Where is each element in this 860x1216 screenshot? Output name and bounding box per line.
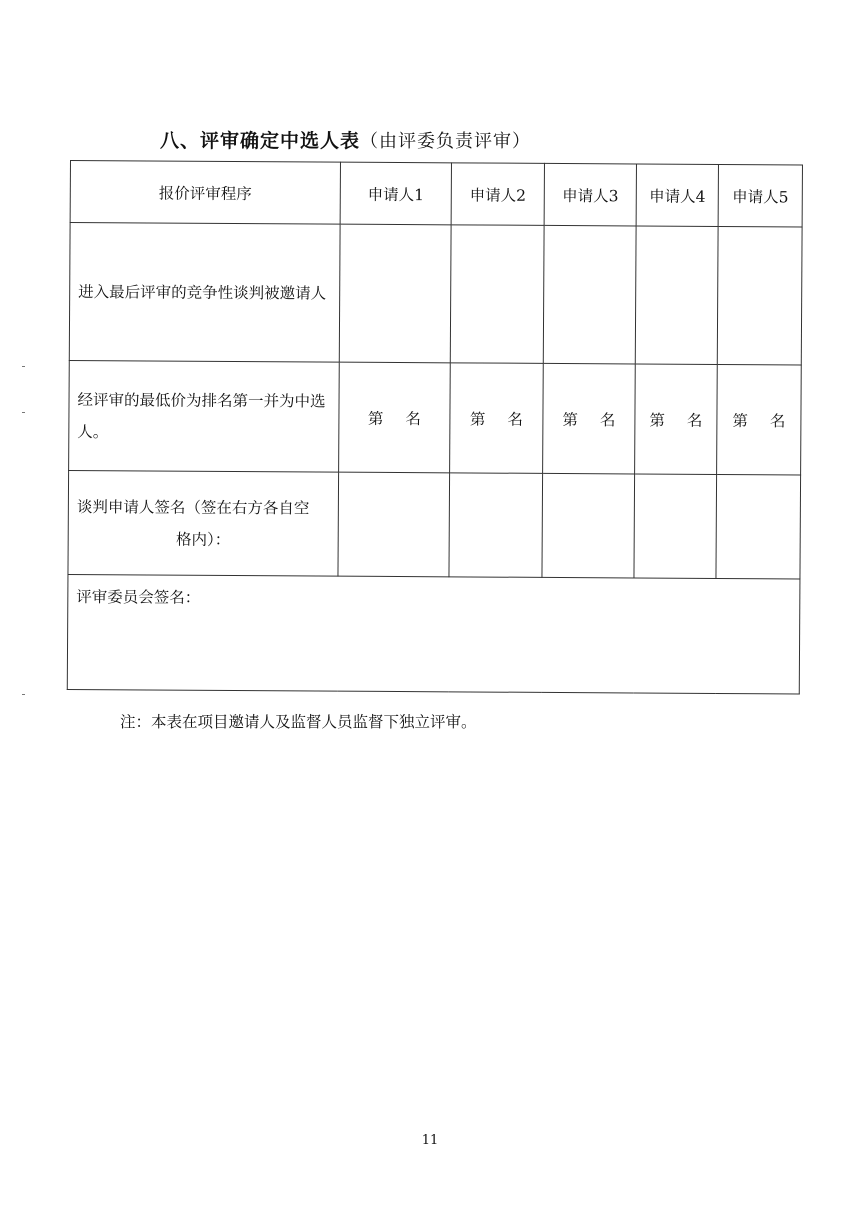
rank-cell-2 (450, 363, 544, 474)
committee-signature-cell[interactable] (67, 574, 800, 693)
invited-cell-2 (450, 225, 544, 364)
invited-cell-4 (635, 226, 718, 364)
rank-cell-5 (717, 364, 802, 475)
rank-prefix: 第 (562, 410, 578, 429)
scan-speck (22, 694, 25, 695)
signature-cell-5[interactable] (716, 474, 801, 579)
rank-cell-3 (543, 363, 636, 474)
invited-cell-5 (717, 226, 802, 365)
title-sub: （由评委负责评审） (360, 131, 532, 152)
header-applicant-5: 申请人5 (718, 164, 802, 227)
signature-label-line1: 谈判申请人签名（签在右方各自空 (76, 497, 310, 517)
invited-cell-3 (543, 225, 636, 364)
rank-suffix: 名 (769, 411, 786, 430)
page-number: 11 (421, 1133, 439, 1148)
committee-label: 评审委员会签名： (76, 588, 201, 607)
signature-cell-4[interactable] (634, 474, 717, 578)
scan-speck (22, 412, 25, 413)
rank-suffix: 名 (686, 411, 703, 430)
rank-cell-4 (635, 364, 718, 474)
page-title (160, 126, 531, 153)
header-procedure: 报价评审程序 (70, 161, 340, 225)
invited-label: 进入最后评审的竞争性谈判被邀请人 (69, 223, 340, 363)
signature-cell-2[interactable] (449, 473, 543, 578)
signature-label (68, 470, 339, 576)
rank-row (69, 360, 802, 474)
rank-prefix: 第 (732, 411, 748, 430)
review-table (67, 160, 803, 694)
rank-prefix: 第 (367, 409, 384, 428)
rank-prefix: 第 (649, 411, 665, 430)
signature-cell-3[interactable] (542, 473, 635, 578)
scan-speck (22, 366, 25, 367)
header-row (70, 161, 802, 227)
header-applicant-3: 申请人3 (544, 163, 636, 226)
invited-cell-1 (339, 224, 451, 363)
title-main: 八、评审确定中选人表 (160, 130, 361, 152)
committee-row (67, 574, 800, 693)
signature-label-line2: 格内）： (175, 530, 231, 549)
header-applicant-4: 申请人4 (636, 164, 718, 226)
rank-label: 经评审的最低价为排名第一并为中选人。 (69, 360, 340, 472)
signature-row (68, 470, 801, 578)
header-applicant-2: 申请人2 (451, 163, 544, 226)
header-applicant-1: 申请人1 (340, 162, 451, 225)
rank-suffix: 名 (507, 410, 523, 429)
signature-cell-1[interactable] (338, 472, 450, 577)
rank-suffix: 名 (405, 409, 421, 428)
table-note: 注：本表在项目邀请人及监督人员监督下独立评审。 (120, 713, 477, 731)
rank-prefix: 第 (469, 409, 486, 429)
rank-suffix: 名 (599, 410, 616, 429)
invited-row (69, 223, 802, 365)
rank-cell-1 (339, 362, 451, 473)
